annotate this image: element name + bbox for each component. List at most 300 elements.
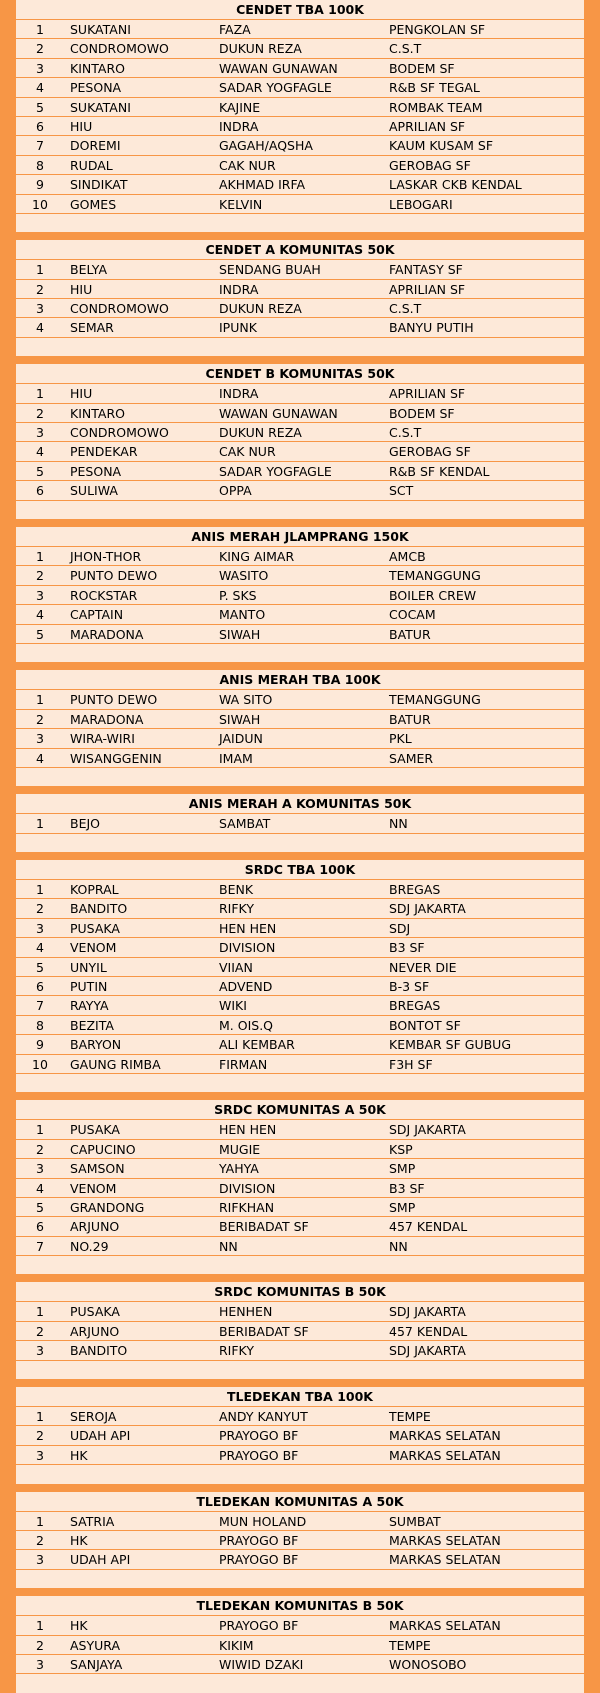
table-row <box>16 898 584 917</box>
table-row <box>16 38 584 57</box>
results-section <box>16 364 584 519</box>
bird-name-cell: CAPUCINO <box>70 1141 136 1157</box>
rank-cell: 6 <box>36 118 44 134</box>
owner-cell: HEN HEN <box>219 920 277 936</box>
rank-cell: 6 <box>36 979 44 995</box>
team-cell: TEMPE <box>389 1637 431 1653</box>
bird-name-cell: MARADONA <box>70 711 144 727</box>
blank-row <box>16 500 584 519</box>
bird-name-cell: MARADONA <box>70 626 144 642</box>
rank-cell: 3 <box>36 1343 44 1359</box>
section-title: SRDC KOMUNITAS B 50K <box>16 1282 584 1301</box>
bird-name-cell: PENDEKAR <box>70 444 138 460</box>
bird-name-cell: PUNTO DEWO <box>70 692 158 708</box>
rank-cell: 2 <box>36 1637 44 1653</box>
rank-cell: 2 <box>36 405 44 421</box>
team-cell: C.S.T <box>389 301 422 317</box>
team-cell: BATUR <box>389 626 431 642</box>
section-divider <box>16 662 584 670</box>
bird-name-cell: CONDROMOWO <box>70 425 169 441</box>
table-row <box>16 585 584 604</box>
owner-cell: SAMBAT <box>219 816 271 832</box>
bird-name-cell: CONDROMOWO <box>70 301 169 317</box>
table-row <box>16 1119 584 1138</box>
table-row <box>16 461 584 480</box>
section-divider <box>16 232 584 240</box>
rank-cell: 5 <box>36 463 44 479</box>
owner-cell: HENHEN <box>219 1304 273 1320</box>
owner-cell: AKHMAD IRFA <box>219 177 306 193</box>
team-cell: AMCB <box>389 548 426 564</box>
bird-name-cell: ARJUNO <box>70 1323 120 1339</box>
section-divider <box>16 1274 584 1282</box>
team-cell: TEMPE <box>389 1409 431 1425</box>
bird-name-cell: BARYON <box>70 1037 122 1053</box>
section-title: TLEDEKAN KOMUNITAS A 50K <box>16 1492 584 1511</box>
bird-name-cell: SULIWA <box>70 483 118 499</box>
table-row <box>16 259 584 278</box>
table-row <box>16 918 584 937</box>
owner-cell: RIFKY <box>219 1343 254 1359</box>
table-row <box>16 383 584 402</box>
rank-cell: 1 <box>36 386 44 402</box>
table-row <box>16 1406 584 1425</box>
rank-cell: 3 <box>36 301 44 317</box>
owner-cell: NN <box>219 1238 238 1254</box>
bird-name-cell: RAYYA <box>70 998 109 1014</box>
owner-cell: KAJINE <box>219 99 261 115</box>
owner-cell: KING AIMAR <box>219 548 295 564</box>
table-row <box>16 879 584 898</box>
table-row <box>16 937 584 956</box>
section-title: SRDC TBA 100K <box>16 860 584 879</box>
rank-cell: 3 <box>36 920 44 936</box>
results-section <box>16 670 584 786</box>
team-cell: LEBOGARI <box>389 196 453 212</box>
bird-name-cell: GAUNG RIMBA <box>70 1056 161 1072</box>
table-row <box>16 1054 584 1073</box>
table-row <box>16 422 584 441</box>
owner-cell: HEN HEN <box>219 1122 277 1138</box>
table-row <box>16 1236 584 1255</box>
blank-row <box>16 1464 584 1483</box>
bird-name-cell: WIRA-WIRI <box>70 731 135 747</box>
table-row <box>16 1015 584 1034</box>
owner-cell: JAIDUN <box>219 731 263 747</box>
rank-cell: 4 <box>36 1180 44 1196</box>
table-row <box>16 1654 584 1673</box>
section-title: ANIS MERAH TBA 100K <box>16 670 584 689</box>
results-section <box>16 1387 584 1484</box>
table-row <box>16 77 584 96</box>
team-cell: PKL <box>389 731 412 747</box>
team-cell: SAMER <box>389 750 434 766</box>
owner-cell: SADAR YOGFAGLE <box>219 463 332 479</box>
section-title: ANIS MERAH JLAMPRANG 150K <box>16 527 584 546</box>
rank-cell: 1 <box>36 1409 44 1425</box>
table-row <box>16 1615 584 1634</box>
bird-name-cell: PUNTO DEWO <box>70 568 158 584</box>
team-cell: SDJ JAKARTA <box>389 1122 466 1138</box>
team-cell: B-3 SF <box>389 979 430 995</box>
table-row <box>16 1301 584 1320</box>
bird-name-cell: SINDIKAT <box>70 177 128 193</box>
bird-name-cell: BANDITO <box>70 901 128 917</box>
owner-cell: MUGIE <box>219 1141 261 1157</box>
section-title: TLEDEKAN TBA 100K <box>16 1387 584 1406</box>
bird-name-cell: UNYIL <box>70 959 107 975</box>
rank-cell: 6 <box>36 1219 44 1235</box>
owner-cell: WASITO <box>219 568 269 584</box>
rank-cell: 1 <box>36 1122 44 1138</box>
table-row <box>16 995 584 1014</box>
bird-name-cell: JHON-THOR <box>70 548 142 564</box>
table-row <box>16 279 584 298</box>
results-section <box>16 1282 584 1379</box>
owner-cell: RIFKY <box>219 901 254 917</box>
team-cell: SDJ JAKARTA <box>389 1343 466 1359</box>
team-cell: NEVER DIE <box>389 959 457 975</box>
blank-row <box>16 213 584 232</box>
rank-cell: 4 <box>36 607 44 623</box>
team-cell: SCT <box>389 483 414 499</box>
rank-cell: 1 <box>36 262 44 278</box>
section-divider <box>16 519 584 527</box>
bird-name-cell: SEROJA <box>70 1409 117 1425</box>
bird-name-cell: HIU <box>70 118 93 134</box>
results-section <box>16 860 584 1092</box>
blank-row <box>16 1569 584 1588</box>
owner-cell: SADAR YOGFAGLE <box>219 80 332 96</box>
bird-name-cell: GRANDONG <box>70 1199 145 1215</box>
bird-name-cell: HK <box>70 1447 88 1463</box>
rank-cell: 2 <box>36 41 44 57</box>
team-cell: F3H SF <box>389 1056 433 1072</box>
rank-cell: 2 <box>36 1323 44 1339</box>
table-row <box>16 748 584 767</box>
team-cell: R&B SF TEGAL <box>389 80 480 96</box>
team-cell: APRILIAN SF <box>389 118 466 134</box>
bird-name-cell: PUSAKA <box>70 920 120 936</box>
bird-name-cell: DOREMI <box>70 138 121 154</box>
team-cell: NN <box>389 1238 408 1254</box>
bird-name-cell: KINTARO <box>70 60 125 76</box>
bird-name-cell: KINTARO <box>70 405 125 421</box>
rank-cell: 10 <box>32 1056 48 1072</box>
bird-name-cell: BELYA <box>70 262 107 278</box>
rank-cell: 3 <box>36 1552 44 1568</box>
owner-cell: FIRMAN <box>219 1056 268 1072</box>
bird-name-cell: CAPTAIN <box>70 607 124 623</box>
table-row <box>16 480 584 499</box>
table-row <box>16 813 584 832</box>
owner-cell: VIIAN <box>219 959 253 975</box>
bird-name-cell: VENOM <box>70 940 117 956</box>
team-cell: KAUM KUSAM SF <box>389 138 494 154</box>
results-section <box>16 240 584 356</box>
table-row <box>16 728 584 747</box>
team-cell: MARKAS SELATAN <box>389 1618 501 1634</box>
owner-cell: PRAYOGO BF <box>219 1533 299 1548</box>
results-section <box>16 527 584 662</box>
team-cell: NN <box>389 816 408 832</box>
results-section <box>16 794 584 852</box>
owner-cell: DUKUN REZA <box>219 301 302 317</box>
bird-name-cell: RUDAL <box>70 157 113 173</box>
blank-row <box>16 1255 584 1274</box>
bird-name-cell: SEMAR <box>70 320 114 336</box>
table-row <box>16 1425 584 1444</box>
rank-cell: 1 <box>36 22 44 37</box>
table-row <box>16 441 584 460</box>
team-cell: SUMBAT <box>389 1513 441 1529</box>
table-row <box>16 1549 584 1568</box>
bird-name-cell: SANJAYA <box>70 1656 123 1672</box>
table-row <box>16 174 584 193</box>
bird-name-cell: PESONA <box>70 80 122 96</box>
owner-cell: KIKIM <box>219 1637 254 1653</box>
owner-cell: SENDANG BUAH <box>219 262 321 278</box>
blank-row <box>16 643 584 662</box>
rank-cell: 3 <box>36 60 44 76</box>
rank-cell: 8 <box>36 157 44 173</box>
rank-cell: 1 <box>36 692 44 708</box>
rank-cell: 8 <box>36 1017 44 1033</box>
owner-cell: M. OIS.Q <box>219 1017 274 1033</box>
bird-name-cell: KOPRAL <box>70 882 119 898</box>
team-cell: BOILER CREW <box>389 587 477 603</box>
owner-cell: BENK <box>219 882 254 898</box>
owner-cell: ALI KEMBAR <box>219 1037 295 1053</box>
owner-cell: CAK NUR <box>219 157 276 173</box>
rank-cell: 2 <box>36 1533 44 1548</box>
team-cell: MARKAS SELATAN <box>389 1447 501 1463</box>
bird-name-cell: PUSAKA <box>70 1304 120 1320</box>
team-cell: MARKAS SELATAN <box>389 1533 501 1548</box>
owner-cell: DUKUN REZA <box>219 425 302 441</box>
rank-cell: 5 <box>36 99 44 115</box>
rank-cell: 7 <box>36 1238 44 1254</box>
team-cell: BREGAS <box>389 882 441 898</box>
team-cell: COCAM <box>389 607 436 623</box>
table-row <box>16 1216 584 1235</box>
owner-cell: WA SITO <box>219 692 273 708</box>
team-cell: MARKAS SELATAN <box>389 1428 501 1444</box>
owner-cell: IPUNK <box>219 320 257 336</box>
table-row <box>16 1178 584 1197</box>
owner-cell: OPPA <box>219 483 252 499</box>
table-row <box>16 1139 584 1158</box>
owner-cell: FAZA <box>219 22 251 37</box>
owner-cell: SIWAH <box>219 711 261 727</box>
team-cell: APRILIAN SF <box>389 281 466 297</box>
owner-cell: WAWAN GUNAWAN <box>219 60 338 76</box>
section-divider <box>16 356 584 364</box>
team-cell: GEROBAG SF <box>389 444 471 460</box>
bird-name-cell: ASYURA <box>70 1637 120 1653</box>
owner-cell: P. SKS <box>219 587 257 603</box>
team-cell: 457 KENDAL <box>389 1323 468 1339</box>
table-row <box>16 1445 584 1464</box>
rank-cell: 4 <box>36 940 44 956</box>
owner-cell: WAWAN GUNAWAN <box>219 405 338 421</box>
team-cell: BONTOT SF <box>389 1017 461 1033</box>
owner-cell: KELVIN <box>219 196 263 212</box>
rank-cell: 2 <box>36 1428 44 1444</box>
team-cell: TEMANGGUNG <box>389 568 481 584</box>
team-cell: SDJ JAKARTA <box>389 1304 466 1320</box>
blank-row <box>16 833 584 852</box>
table-row <box>16 298 584 317</box>
team-cell: SMP <box>389 1199 416 1215</box>
bird-name-cell: WISANGGENIN <box>70 750 162 766</box>
rank-cell: 6 <box>36 483 44 499</box>
team-cell: APRILIAN SF <box>389 386 466 402</box>
owner-cell: BERIBADAT SF <box>219 1323 309 1339</box>
rank-cell: 7 <box>36 138 44 154</box>
rank-cell: 3 <box>36 1447 44 1463</box>
rank-cell: 4 <box>36 320 44 336</box>
rank-cell: 1 <box>36 1618 44 1634</box>
owner-cell: PRAYOGO BF <box>219 1552 299 1568</box>
owner-cell: DUKUN REZA <box>219 41 302 57</box>
bird-name-cell: BEJO <box>70 816 100 832</box>
results-section <box>16 0 584 232</box>
owner-cell: ANDY KANYUT <box>219 1409 308 1425</box>
results-sheet <box>16 0 584 1693</box>
team-cell: BODEM SF <box>389 60 455 76</box>
bird-name-cell: GOMES <box>70 196 117 212</box>
table-row <box>16 709 584 728</box>
bird-name-cell: HK <box>70 1533 88 1548</box>
section-divider <box>16 1379 584 1387</box>
table-row <box>16 976 584 995</box>
table-row <box>16 194 584 213</box>
results-section <box>16 1596 584 1693</box>
rank-cell: 2 <box>36 711 44 727</box>
rank-cell: 7 <box>36 998 44 1014</box>
table-row <box>16 155 584 174</box>
owner-cell: PRAYOGO BF <box>219 1447 299 1463</box>
team-cell: WONOSOBO <box>389 1656 467 1672</box>
rank-cell: 5 <box>36 1199 44 1215</box>
bird-name-cell: CONDROMOWO <box>70 41 169 57</box>
table-row <box>16 624 584 643</box>
team-cell: BATUR <box>389 711 431 727</box>
owner-cell: WIKI <box>219 998 247 1014</box>
table-row <box>16 565 584 584</box>
bird-name-cell: ARJUNO <box>70 1219 120 1235</box>
team-cell: KSP <box>389 1141 413 1157</box>
rank-cell: 2 <box>36 1141 44 1157</box>
section-divider <box>16 1092 584 1100</box>
owner-cell: WIWID DZAKI <box>219 1656 304 1672</box>
team-cell: SDJ JAKARTA <box>389 901 466 917</box>
table-row <box>16 1530 584 1549</box>
owner-cell: PRAYOGO BF <box>219 1428 299 1444</box>
rank-cell: 1 <box>36 882 44 898</box>
team-cell: BODEM SF <box>389 405 455 421</box>
owner-cell: DIVISION <box>219 1180 276 1196</box>
table-row <box>16 1511 584 1530</box>
section-title: CENDET A KOMUNITAS 50K <box>16 240 584 259</box>
rank-cell: 2 <box>36 281 44 297</box>
results-section <box>16 1492 584 1589</box>
section-title: CENDET B KOMUNITAS 50K <box>16 364 584 383</box>
owner-cell: INDRA <box>219 118 259 134</box>
owner-cell: CAK NUR <box>219 444 276 460</box>
team-cell: B3 SF <box>389 1180 425 1196</box>
table-row <box>16 135 584 154</box>
team-cell: ROMBAK TEAM <box>389 99 483 115</box>
owner-cell: MUN HOLAND <box>219 1513 307 1529</box>
table-row <box>16 1321 584 1340</box>
section-divider <box>16 1484 584 1492</box>
team-cell: B3 SF <box>389 940 425 956</box>
owner-cell: RIFKHAN <box>219 1199 275 1215</box>
owner-cell: GAGAH/AQSHA <box>219 138 313 154</box>
bird-name-cell: HIU <box>70 386 93 402</box>
rank-cell: 10 <box>32 196 48 212</box>
bird-name-cell: UDAH API <box>70 1428 131 1444</box>
team-cell: BANYU PUTIH <box>389 320 474 336</box>
bird-name-cell: PUSAKA <box>70 1122 120 1138</box>
blank-row <box>16 767 584 786</box>
blank-row <box>16 1073 584 1092</box>
team-cell: R&B SF KENDAL <box>389 463 490 479</box>
owner-cell: MANTO <box>219 607 266 623</box>
table-row <box>16 403 584 422</box>
rank-cell: 1 <box>36 1304 44 1320</box>
rank-cell: 5 <box>36 626 44 642</box>
rank-cell: 4 <box>36 444 44 460</box>
owner-cell: IMAM <box>219 750 253 766</box>
team-cell: C.S.T <box>389 41 422 57</box>
owner-cell: BERIBADAT SF <box>219 1219 309 1235</box>
rank-cell: 3 <box>36 425 44 441</box>
section-divider <box>16 1588 584 1596</box>
owner-cell: PRAYOGO BF <box>219 1618 299 1634</box>
rank-cell: 4 <box>36 750 44 766</box>
table-row <box>16 1635 584 1654</box>
bird-name-cell: BEZITA <box>70 1017 114 1033</box>
table-row <box>16 19 584 38</box>
rank-cell: 2 <box>36 568 44 584</box>
team-cell: FANTASY SF <box>389 262 463 278</box>
team-cell: MARKAS SELATAN <box>389 1552 501 1568</box>
blank-row <box>16 337 584 356</box>
owner-cell: YAHYA <box>219 1161 259 1177</box>
table-row <box>16 604 584 623</box>
table-row <box>16 1340 584 1359</box>
section-divider <box>16 852 584 860</box>
table-row <box>16 1034 584 1053</box>
team-cell: C.S.T <box>389 425 422 441</box>
rank-cell: 3 <box>36 1656 44 1672</box>
bird-name-cell: PESONA <box>70 463 122 479</box>
table-row <box>16 1158 584 1177</box>
rank-cell: 5 <box>36 959 44 975</box>
team-cell: KEMBAR SF GUBUG <box>389 1037 512 1053</box>
team-cell: PENGKOLAN SF <box>389 22 486 37</box>
bird-name-cell: BANDITO <box>70 1343 128 1359</box>
rank-cell: 3 <box>36 587 44 603</box>
bird-name-cell: HK <box>70 1618 88 1634</box>
bird-name-cell: UDAH API <box>70 1552 131 1568</box>
bird-name-cell: HIU <box>70 281 93 297</box>
table-row <box>16 58 584 77</box>
bird-name-cell: SAMSON <box>70 1161 125 1177</box>
